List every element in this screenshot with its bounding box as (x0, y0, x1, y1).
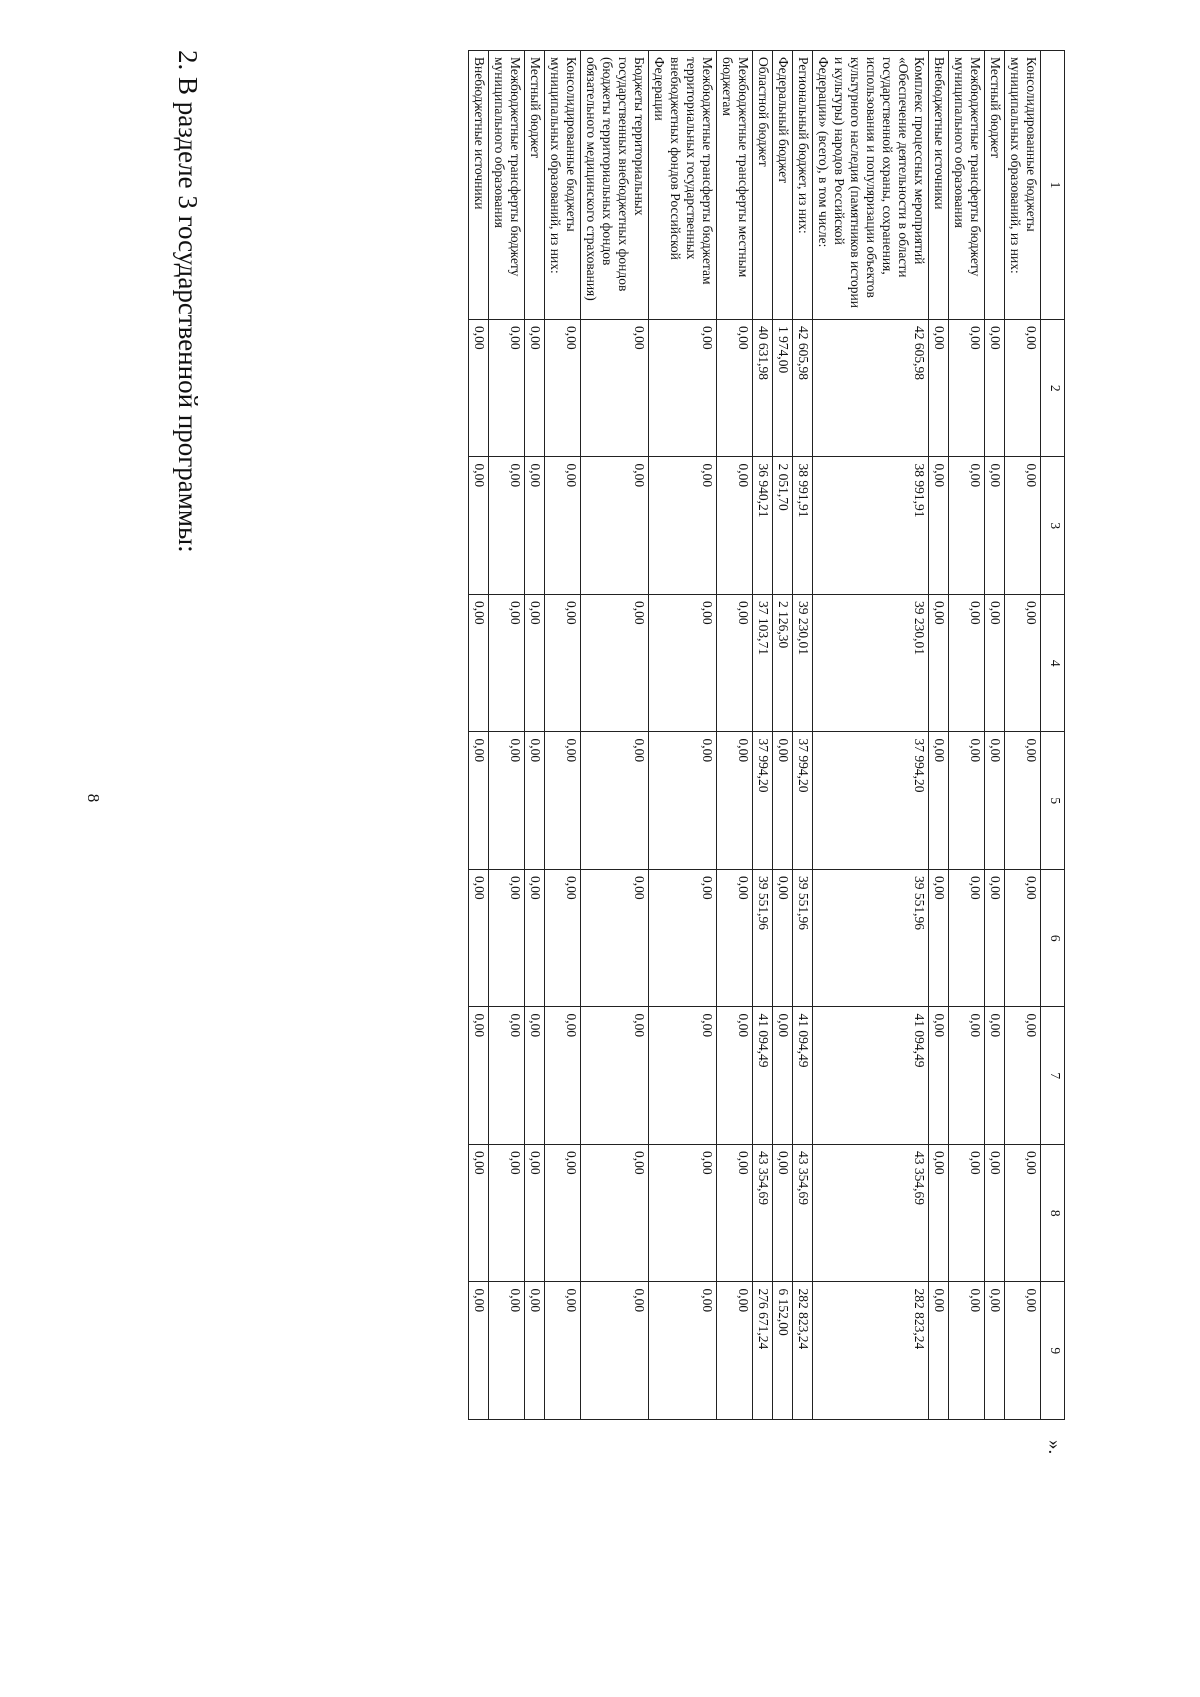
row-label: Межбюджетные трансферты бюджету муниципального образования (489, 51, 525, 320)
row-value: 42 605,98 (813, 319, 929, 457)
column-header-6: 6 (1041, 869, 1065, 1007)
row-value: 0,00 (717, 1144, 753, 1282)
row-value: 38 991,91 (813, 457, 929, 595)
row-value: 43 354,69 (753, 1144, 773, 1282)
section-heading: 2. В разделе 3 государственной программы: (173, 50, 203, 553)
row-value: 0,00 (525, 457, 545, 595)
row-value: 0,00 (581, 1007, 649, 1145)
row-value: 0,00 (929, 1007, 949, 1145)
row-value: 0,00 (525, 1282, 545, 1420)
row-value: 0,00 (649, 457, 717, 595)
row-value: 0,00 (581, 869, 649, 1007)
table-row (545, 51, 581, 1420)
row-value: 0,00 (949, 1144, 985, 1282)
row-value: 41 094,49 (813, 1007, 929, 1145)
row-value: 0,00 (1005, 319, 1041, 457)
table-row (469, 51, 489, 1420)
row-value: 0,00 (985, 1144, 1005, 1282)
row-value: 0,00 (581, 1282, 649, 1420)
row-label: Консолидированные бюджеты муниципальных образований, из них: (545, 51, 581, 320)
table-row (717, 51, 753, 1420)
page-number: 8 (84, 793, 103, 803)
row-value: 0,00 (489, 457, 525, 595)
table-row (1005, 51, 1041, 1420)
row-value: 0,00 (545, 869, 581, 1007)
row-value: 0,00 (1005, 1007, 1041, 1145)
row-value: 0,00 (949, 1007, 985, 1145)
row-value: 0,00 (469, 594, 489, 732)
row-value: 0,00 (489, 1282, 525, 1420)
row-value: 0,00 (525, 594, 545, 732)
row-value: 37 103,71 (753, 594, 773, 732)
row-value: 0,00 (525, 1144, 545, 1282)
row-value: 0,00 (469, 319, 489, 457)
row-label: Федеральный бюджет (773, 51, 793, 320)
row-value: 0,00 (985, 457, 1005, 595)
row-value: 0,00 (929, 1144, 949, 1282)
column-header-2: 2 (1041, 319, 1065, 457)
row-label: Межбюджетные трансферты местным бюджетам (717, 51, 753, 320)
row-label: Бюджеты территориальных государственных внебюджетных фондов (бюджеты территориальных фондов обязательного медицинского страхования) (581, 51, 649, 320)
row-value: 0,00 (929, 457, 949, 595)
row-value: 0,00 (717, 457, 753, 595)
row-value: 0,00 (489, 594, 525, 732)
table-row (581, 51, 649, 1420)
row-value: 0,00 (717, 1007, 753, 1145)
row-value: 0,00 (985, 732, 1005, 870)
table-row (489, 51, 525, 1420)
table-row (773, 51, 793, 1420)
row-value: 0,00 (949, 319, 985, 457)
row-value: 0,00 (949, 594, 985, 732)
row-value: 41 094,49 (753, 1007, 773, 1145)
row-value: 0,00 (649, 732, 717, 870)
row-value: 0,00 (717, 1282, 753, 1420)
row-value: 39 551,96 (753, 869, 773, 1007)
row-value: 38 991,91 (793, 457, 813, 595)
table-header-row (1041, 51, 1065, 1420)
row-label: Межбюджетные трансферты бюджетам территориальных государственных внебюджетных фондов Российской Федерации (649, 51, 717, 320)
row-value: 0,00 (985, 1282, 1005, 1420)
row-value: 39 551,96 (793, 869, 813, 1007)
row-value: 0,00 (545, 457, 581, 595)
row-label: Комплекс процессных мероприятий «Обеспечение деятельности в области государственной охраны, сохранения, использования и популяризации объектов культурного наследия (памятников истории и культуры) народов Российской Федерации» (всего), в том числе: (813, 51, 929, 320)
table-row (929, 51, 949, 1420)
table-row (753, 51, 773, 1420)
row-value: 0,00 (581, 1144, 649, 1282)
row-value: 0,00 (469, 1007, 489, 1145)
table-row (793, 51, 813, 1420)
row-value: 43 354,69 (793, 1144, 813, 1282)
row-label: Внебюджетные источники (469, 51, 489, 320)
table-row (813, 51, 929, 1420)
row-value: 0,00 (717, 869, 753, 1007)
row-value: 0,00 (525, 1007, 545, 1145)
row-value: 0,00 (949, 732, 985, 870)
row-label: Межбюджетные трансферты бюджету муниципального образования (949, 51, 985, 320)
row-value: 0,00 (929, 1282, 949, 1420)
column-header-9: 9 (1041, 1282, 1065, 1420)
rotated-page-content (165, 50, 1065, 1570)
row-value: 0,00 (545, 732, 581, 870)
table-body (469, 51, 1041, 1420)
row-value: 0,00 (773, 732, 793, 870)
row-value: 0,00 (489, 1007, 525, 1145)
row-value: 0,00 (649, 319, 717, 457)
row-value: 0,00 (929, 319, 949, 457)
row-value: 0,00 (929, 732, 949, 870)
funding-table (468, 50, 1065, 1420)
row-value: 0,00 (469, 1282, 489, 1420)
row-value: 0,00 (649, 869, 717, 1007)
column-header-5: 5 (1041, 732, 1065, 870)
row-value: 0,00 (469, 732, 489, 870)
row-value: 41 094,49 (793, 1007, 813, 1145)
closing-quote-mark: ». (1044, 1440, 1065, 1455)
row-value: 6 152,00 (773, 1282, 793, 1420)
row-label: Местный бюджет (985, 51, 1005, 320)
row-value: 0,00 (649, 1282, 717, 1420)
table-row (525, 51, 545, 1420)
row-value: 1 974,00 (773, 319, 793, 457)
row-value: 40 631,98 (753, 319, 773, 457)
row-value: 0,00 (469, 869, 489, 1007)
row-value: 0,00 (1005, 732, 1041, 870)
row-value: 0,00 (773, 1144, 793, 1282)
row-value: 0,00 (1005, 457, 1041, 595)
row-value: 0,00 (545, 1282, 581, 1420)
row-value: 0,00 (717, 319, 753, 457)
row-value: 36 940,21 (753, 457, 773, 595)
row-value: 0,00 (1005, 1282, 1041, 1420)
row-value: 0,00 (985, 594, 1005, 732)
row-value: 0,00 (525, 319, 545, 457)
row-value: 0,00 (717, 732, 753, 870)
row-value: 0,00 (1005, 1144, 1041, 1282)
row-value: 0,00 (649, 1007, 717, 1145)
row-value: 39 230,01 (793, 594, 813, 732)
row-value: 0,00 (581, 319, 649, 457)
row-label: Местный бюджет (525, 51, 545, 320)
row-value: 37 994,20 (753, 732, 773, 870)
row-value: 0,00 (489, 869, 525, 1007)
row-value: 0,00 (489, 732, 525, 870)
row-value: 0,00 (929, 869, 949, 1007)
row-value: 0,00 (581, 732, 649, 870)
row-value: 276 671,24 (753, 1282, 773, 1420)
row-value: 0,00 (545, 1007, 581, 1145)
row-value: 0,00 (649, 594, 717, 732)
table-row (649, 51, 717, 1420)
row-value: 0,00 (525, 732, 545, 870)
row-value: 42 605,98 (793, 319, 813, 457)
row-value: 0,00 (949, 869, 985, 1007)
row-value: 0,00 (525, 869, 545, 1007)
column-header-4: 4 (1041, 594, 1065, 732)
row-value: 0,00 (929, 594, 949, 732)
row-value: 282 823,24 (793, 1282, 813, 1420)
row-value: 39 551,96 (813, 869, 929, 1007)
column-header-3: 3 (1041, 457, 1065, 595)
row-value: 0,00 (985, 319, 1005, 457)
table-row (985, 51, 1005, 1420)
row-label: Консолидированные бюджеты муниципальных образований, из них: (1005, 51, 1041, 320)
column-header-8: 8 (1041, 1144, 1065, 1282)
row-value: 2 051,70 (773, 457, 793, 595)
row-value: 0,00 (545, 319, 581, 457)
row-value: 0,00 (949, 1282, 985, 1420)
row-value: 282 823,24 (813, 1282, 929, 1420)
landscape-content (165, 50, 1065, 1570)
row-value: 37 994,20 (813, 732, 929, 870)
row-label: Внебюджетные источники (929, 51, 949, 320)
row-value: 0,00 (1005, 594, 1041, 732)
row-value: 0,00 (469, 457, 489, 595)
row-value: 0,00 (773, 869, 793, 1007)
row-value: 0,00 (985, 1007, 1005, 1145)
row-value: 43 354,69 (813, 1144, 929, 1282)
column-header-1: 1 (1041, 51, 1065, 320)
row-value: 0,00 (581, 594, 649, 732)
row-value: 0,00 (581, 457, 649, 595)
row-value: 0,00 (489, 319, 525, 457)
row-value: 0,00 (469, 1144, 489, 1282)
row-value: 0,00 (949, 457, 985, 595)
row-value: 0,00 (1005, 869, 1041, 1007)
row-value: 0,00 (649, 1144, 717, 1282)
row-value: 37 994,20 (793, 732, 813, 870)
row-value: 0,00 (985, 869, 1005, 1007)
row-label: Областной бюджет (753, 51, 773, 320)
row-value: 0,00 (489, 1144, 525, 1282)
row-value: 2 126,30 (773, 594, 793, 732)
column-header-7: 7 (1041, 1007, 1065, 1145)
row-value: 0,00 (545, 594, 581, 732)
table-row (949, 51, 985, 1420)
row-label: Региональный бюджет, из них: (793, 51, 813, 320)
row-value: 0,00 (773, 1007, 793, 1145)
row-value: 0,00 (545, 1144, 581, 1282)
row-value: 39 230,01 (813, 594, 929, 732)
row-value: 0,00 (717, 594, 753, 732)
